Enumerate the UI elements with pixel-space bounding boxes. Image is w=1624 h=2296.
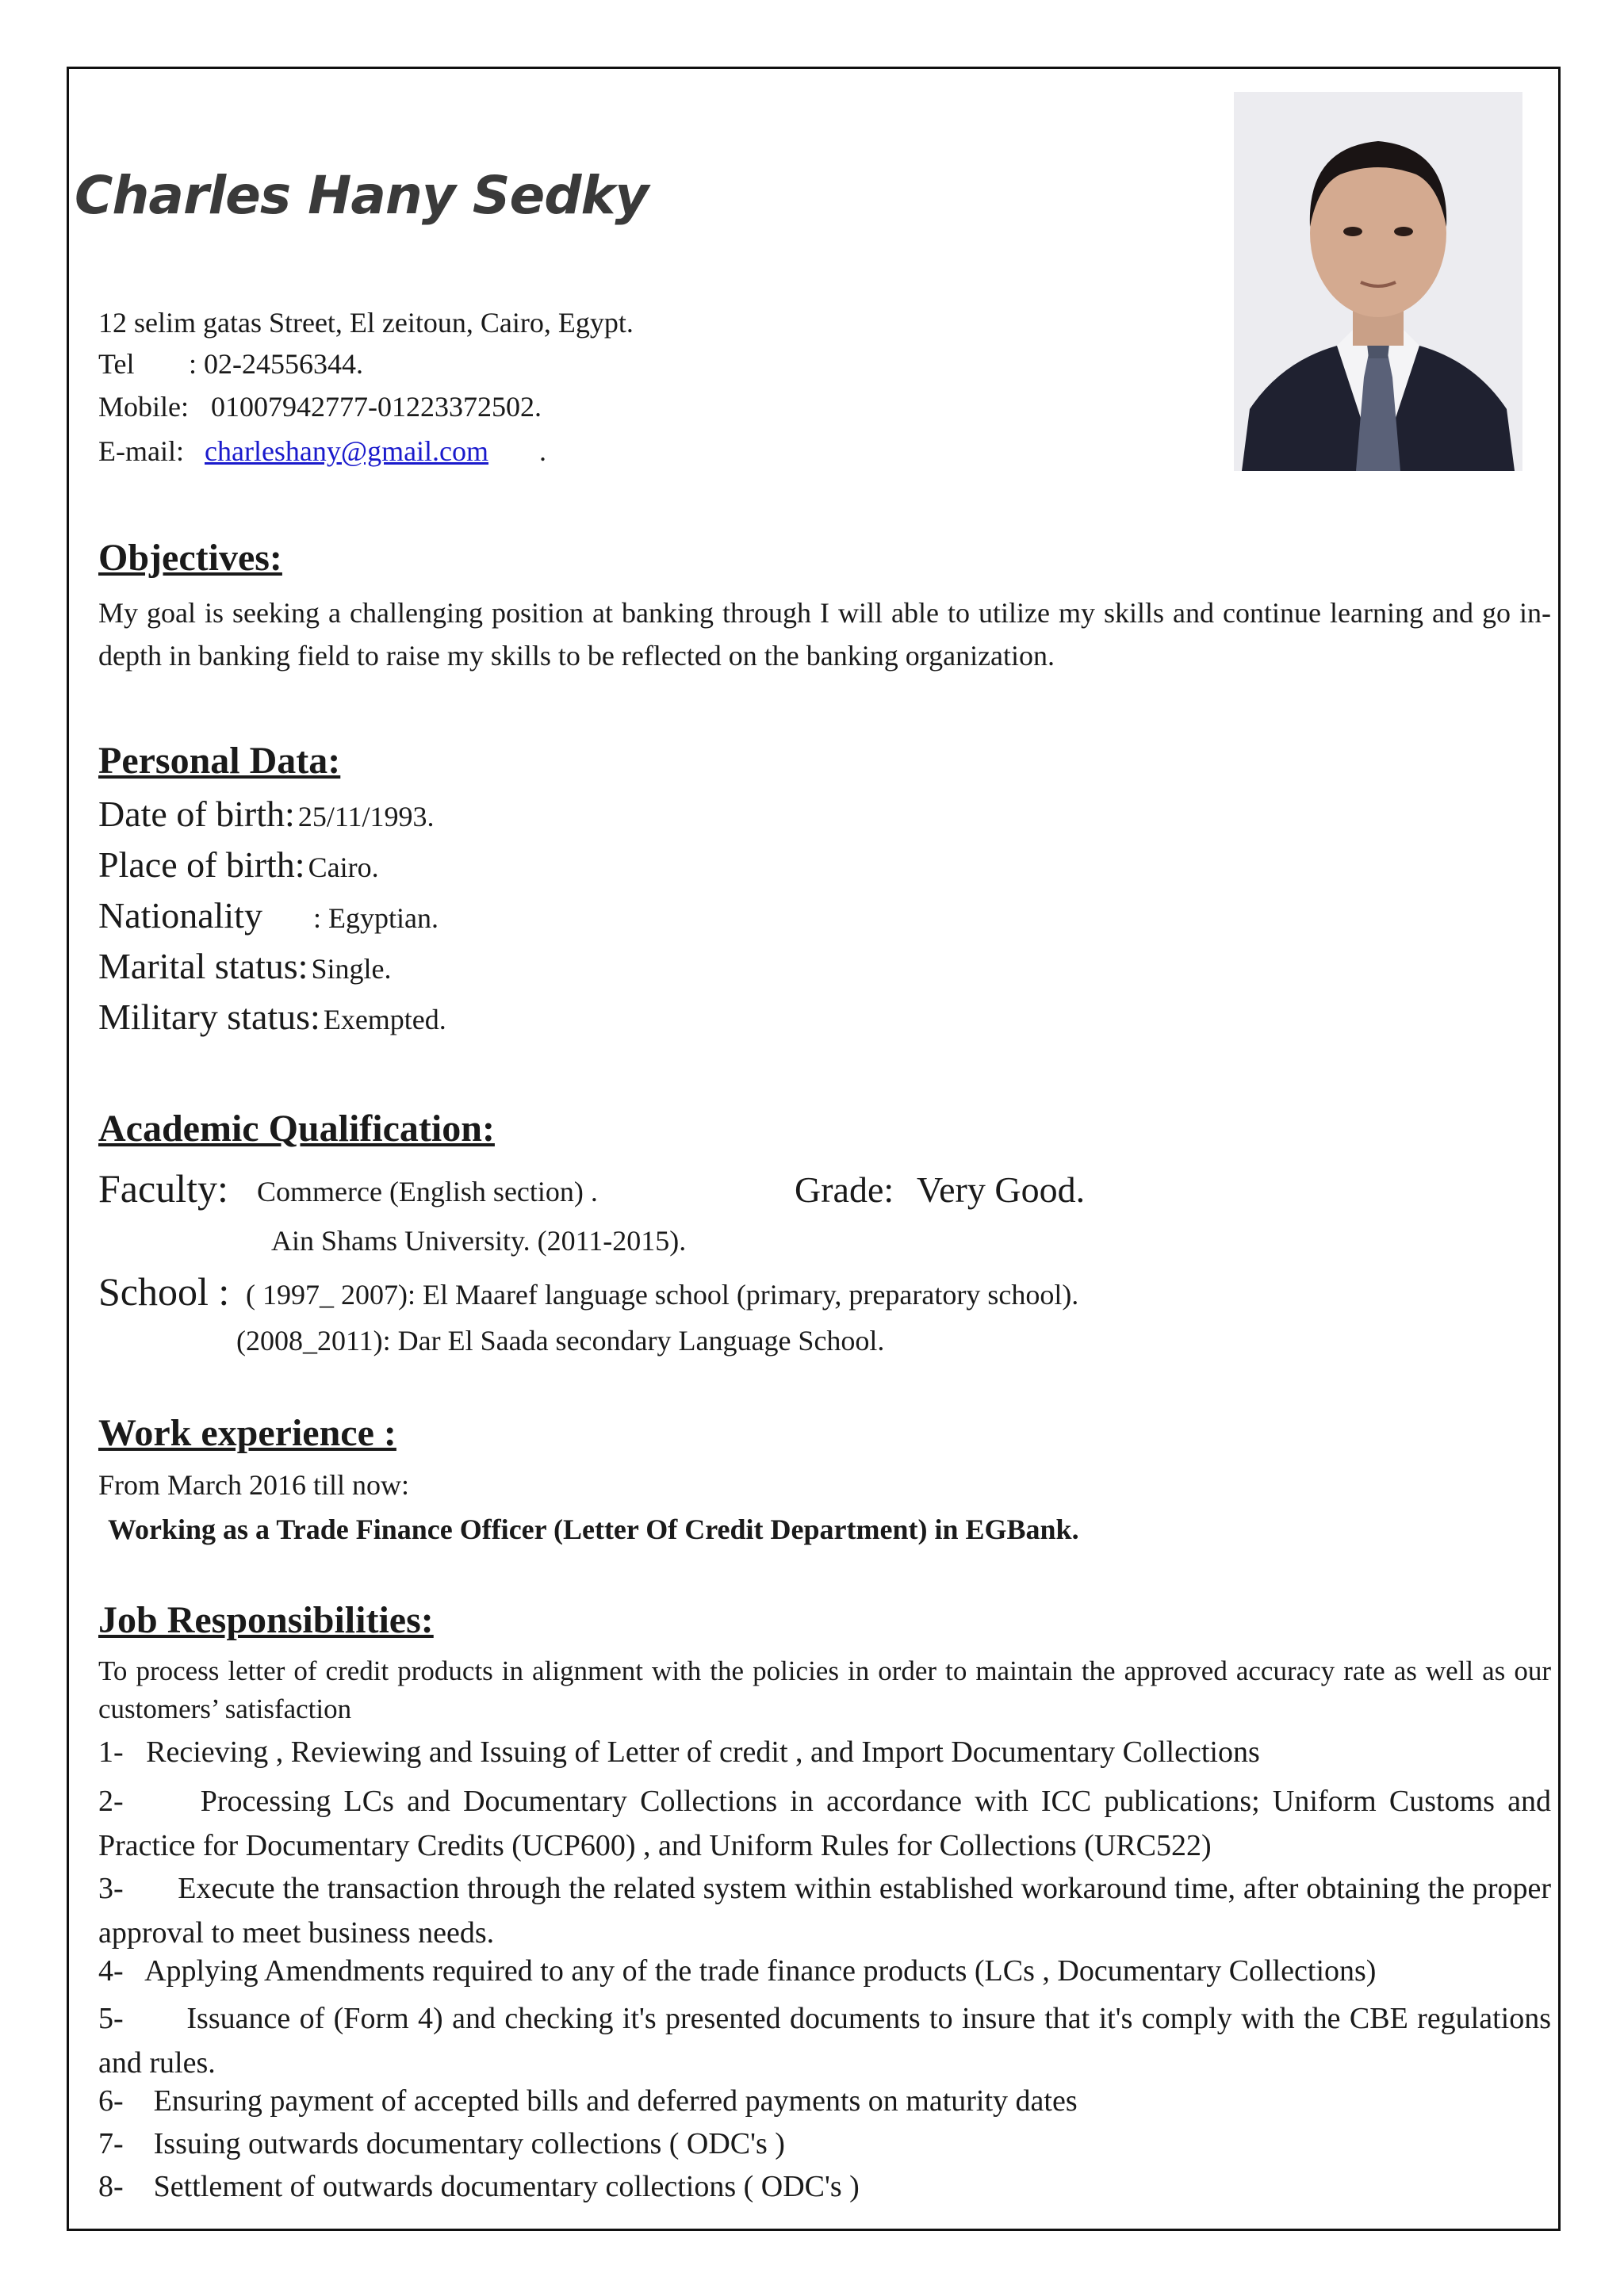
pob-label: Place of birth: [98, 844, 305, 885]
work-experience-heading: Work experience : [98, 1412, 396, 1454]
item-text: Applying Amendments required to any of the trade finance products (LCs , Documentary Collections) [144, 1954, 1377, 1988]
item-number: 7- [98, 2127, 124, 2160]
nationality-label: Nationality [98, 895, 262, 936]
school-line-1: ( 1997_ 2007): El Maaref language school (primary, preparatory school). [246, 1279, 1079, 1311]
list-item [98, 1954, 1551, 1988]
item-number: 3- [98, 1872, 124, 1905]
list-item [98, 1866, 1551, 1955]
personal-item-pob [98, 844, 379, 886]
candidate-name: Charles Hany Sedky [75, 165, 649, 226]
academic-heading: Academic Qualification: [98, 1108, 495, 1150]
item-text: Ensuring payment of accepted bills and deferred payments on maturity dates [153, 2084, 1078, 2118]
item-number: 6- [98, 2084, 124, 2118]
address-line: 12 selim gatas Street, El zeitoun, Cairo, Egypt. [98, 307, 634, 339]
email-suffix: . [539, 435, 546, 467]
list-item [98, 1996, 1551, 2085]
university-line: Ain Shams University. (2011-2015). [271, 1225, 687, 1257]
item-text: Execute the transaction through the related system within established workaround time, after obtaining the proper approval to meet business needs. [98, 1872, 1551, 1950]
profile-photo [1234, 92, 1522, 471]
list-item [98, 1779, 1551, 1868]
mobile-label: Mobile: [98, 391, 189, 423]
job-responsibilities-heading: Job Responsibilities: [98, 1599, 434, 1641]
item-text: Recieving , Reviewing and Issuing of Letter of credit , and Import Documentary Collections [146, 1735, 1260, 1769]
faculty-label: Faculty: [98, 1166, 228, 1211]
dob-label: Date of birth: [98, 794, 295, 834]
list-item [98, 2084, 1551, 2118]
email-link[interactable]: charleshany@gmail.com [205, 435, 489, 467]
personal-data-heading: Personal Data: [98, 740, 341, 782]
personal-item-dob [98, 793, 434, 835]
school-line-2: (2008_2011): Dar El Saada secondary Language School. [236, 1325, 885, 1357]
school-label: School : [98, 1269, 230, 1314]
work-position: Working as a Trade Finance Officer (Letter Of Credit Department) in EGBank. [108, 1513, 1079, 1545]
list-item [98, 1735, 1551, 1770]
responsibilities-intro: To process letter of credit products in alignment with the policies in order to maintain the approved accuracy rate as well as our customers’ satisfaction [98, 1655, 1551, 1724]
tel-value: : 02-24556344. [189, 348, 363, 380]
dob-value: 25/11/1993. [297, 801, 435, 832]
personal-item-military [98, 996, 446, 1038]
marital-value: Single. [311, 953, 392, 985]
personal-item-marital [98, 945, 391, 987]
item-text: Settlement of outwards documentary collections ( ODC's ) [153, 2170, 860, 2203]
item-number: 5- [98, 2002, 124, 2035]
military-value: Exempted. [323, 1004, 446, 1035]
tel-label: Tel [98, 348, 135, 380]
grade-value: Very Good. [917, 1169, 1086, 1210]
list-item [98, 2169, 1551, 2204]
personal-item-nationality [98, 894, 439, 936]
pob-value: Cairo. [308, 851, 379, 883]
objectives-text: My goal is seeking a challenging position at banking through I will able to utilize my skills and continue learning and go in-depth in banking field to raise my skills to be reflected on the banking organization. [98, 597, 1551, 672]
military-label: Military status: [98, 997, 320, 1037]
item-text: Issuance of (Form 4) and checking it's presented documents to insure that it's comply with the CBE regulations and rules. [98, 2002, 1552, 2080]
grade-label: Grade: [795, 1169, 894, 1210]
email-label: E-mail: [98, 435, 184, 467]
item-text: Issuing outwards documentary collections ( ODC's ) [153, 2127, 785, 2160]
item-number: 2- [98, 1785, 124, 1818]
marital-label: Marital status: [98, 946, 308, 986]
item-number: 1- [98, 1735, 124, 1769]
item-number: 4- [98, 1954, 124, 1988]
item-text: Processing LCs and Documentary Collections in accordance with ICC publications; Uniform Customs and Practice for Documentary Credits (UCP600) , and Uniform Rules for Collections (URC522) [98, 1785, 1551, 1862]
work-period: From March 2016 till now: [98, 1469, 409, 1501]
mobile-value: 01007942777-01223372502. [211, 391, 542, 423]
objectives-heading: Objectives: [98, 537, 282, 579]
nationality-value: : Egyptian. [312, 902, 439, 934]
faculty-value: Commerce (English section) . [257, 1176, 598, 1207]
list-item [98, 2126, 1551, 2161]
item-number: 8- [98, 2170, 124, 2203]
